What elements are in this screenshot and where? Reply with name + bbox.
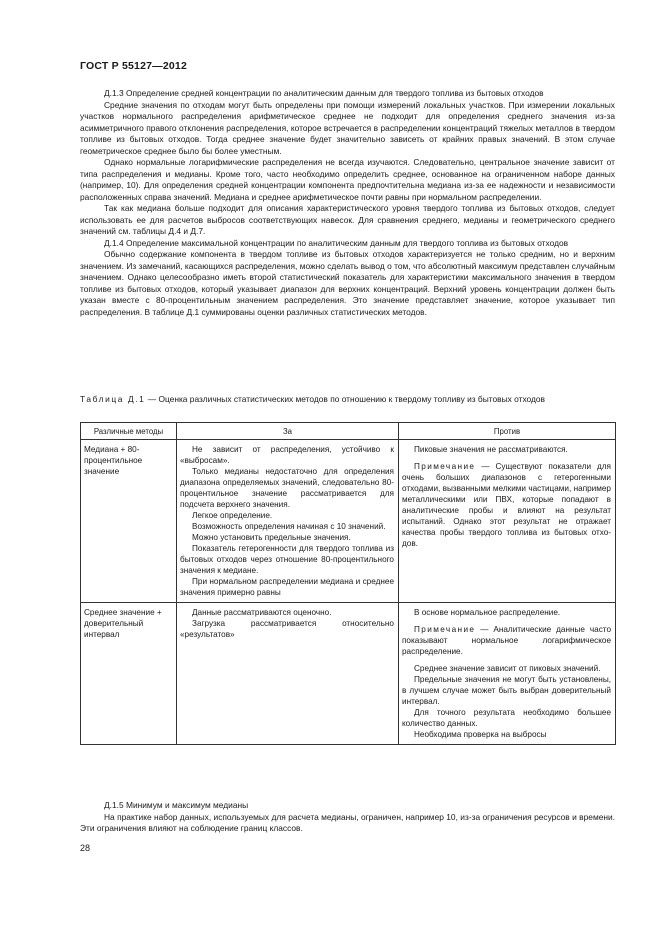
pros-cell: [177, 603, 399, 745]
note-label: Примечание: [414, 625, 476, 634]
method-cell: Медиана + 80-процентильное значение: [81, 440, 177, 603]
cons-cell: [399, 440, 616, 603]
methods-comparison-table: [80, 422, 616, 745]
pros-item: Данные рассматриваются оценочно.: [192, 608, 332, 617]
pros-item: При нормальном распределении медиана и среднее значения примерно равны: [180, 577, 394, 597]
paragraph: Однако нормальные логарифмические распределения не всегда изучаются. Следовательно, центральное значение зависит от типа распределения и медианы. Кроме того, часто необходимо определить среднее, основанное на ограниченном наборе данных (например, 10). Для определения средней концентрации компонента предпочтительна медиана из-за ее надежности и независимости расположенных справа значений. Медиана и среднее арифметическое почти равны при нормальном распределении.: [80, 157, 615, 202]
table-caption: [80, 394, 615, 406]
paragraph: Так как медиана больше подходит для описания характеристического уровня твердого топлива из бытовых отходов, следует использовать ее для расчетов выбросов соответствующих навесок. Для сравнения среднего, медианы и геометрического среднего значений см. таблицы Д.4 и Д.7.: [80, 203, 615, 236]
pros-item: Легкое определение.: [192, 511, 273, 520]
note-text: — Существуют показатели для очень больших диапазонов с гетерогенными отходами, вызванными мелкими частицами, например металлическими или ПВХ, которые попадают в аналитические пробы и влияют на результат испытаний. Однако этот результат не отражает качества пробы твердого топлива из бытовых отходов.: [402, 462, 611, 548]
cons-item: Необходима проверка на выбросы: [414, 730, 547, 739]
header-cons: Против: [399, 423, 616, 440]
page-number: 28: [80, 843, 91, 853]
pros-item: Только медианы недостаточно для определения диапазона определяемых значений, следовательно 80-процентильное значение рассматривается для подсчета верхнего значения.: [180, 467, 394, 509]
section-heading-d14: Д.1.4 Определение максимальной концентрации по аналитическим данным для твердого топлива из бытовых отходов: [104, 237, 569, 248]
section-heading-d13: Д.1.3 Определение средней концентрации по аналитическим данным для твердого топлива из бытовых отходов: [104, 88, 544, 98]
cons-item: Среднее значение зависит от пиковых значений.: [414, 664, 601, 673]
document-code-header: ГОСТ Р 55127—2012: [80, 60, 188, 72]
pros-item: Не зависит от распределения, устойчиво к «выбросам».: [180, 445, 394, 465]
paragraph: Средние значения по отходам могут быть определены при помощи измерений локальных участков. При измерении локальных участков нормального распределения арифметическое среднее не подходит для определения среднего значения из-за асимметричного правого отклонения распределения, которое встречается в распределении концентраций тяжелых металлов в твердом топливе из бытовых отходов. Тогда среднее значение будет значительно зависеть от крайних правых значений. В этом случае геометрическое среднее было бы более уместным.: [80, 99, 615, 156]
pros-item: Возможность определения начиная с 10 значений.: [192, 522, 386, 531]
body-text: [80, 88, 615, 318]
cons-item: Пиковые значения не рассматриваются.: [414, 445, 568, 454]
table-row: [81, 440, 616, 603]
cons-cell: [399, 603, 616, 745]
section-heading-d15: Д.1.5 Минимум и максимум медианы: [104, 800, 249, 810]
paragraph: На практике набор данных, используемых для расчета медианы, ограничен, например 10, из-за ограничения ресурсов и времени. Эти ограничения влияют на соблюдение границ классов.: [80, 811, 615, 833]
note-label: Примечание: [414, 462, 476, 471]
header-methods: Различные методы: [81, 423, 177, 440]
pros-item: Загрузка рассматривается относительно «результатов»: [180, 619, 394, 639]
cons-item: Для точного результата необходимо большее количество данных.: [402, 708, 611, 728]
note: [402, 624, 611, 657]
pros-cell: [177, 440, 399, 603]
header-pros: За: [177, 423, 399, 440]
table-caption-label: Таблица Д.1: [80, 394, 146, 404]
table-header-row: [81, 423, 616, 440]
pros-item: Можно установить предельные значения.: [192, 533, 351, 542]
cons-item: Предельные значения не могут быть установлены, в лучшем случае может быть выбран доверительный интервал.: [402, 675, 611, 706]
pros-item: Показатель гетерогенности для твердого топлива из бытовых отходов через отношение 80-процентильного значения к медиане.: [180, 544, 394, 575]
paragraph: Обычно содержание компонента в твердом топливе из бытовых отходов характеризуется не только средним, но и верхним значением. Из замечаний, касающихся распределения, можно сделать вывод о том, что абсолютный максимум представлен случайным значением. Однако целесообразно иметь второй статистический показатель для характеристики максимального значения в твердом топливе из бытовых отходов, который указывает диапазон для верхних концентраций. Верхний уровень концентрации должен быть указан вместе с 80-процентильным значением распределения. Это значение представляет значение, которое указывает тип распределения. В таблице Д.1 суммированы оценки различных статистических методов.: [80, 249, 615, 317]
table-row: [81, 603, 616, 745]
cons-item: В основе нормальное распределение.: [414, 608, 561, 617]
note: [402, 461, 611, 549]
after-table-text: [80, 800, 615, 835]
table-caption-text: — Оценка различных статистических методов по отношению к твердому топливу из бытовых отходов: [145, 394, 546, 404]
note-text: — Аналитические данные часто показывают нормальное логарифмическое распределение.: [402, 625, 611, 656]
method-cell: Среднее значение + доверительный интервал: [81, 603, 177, 745]
